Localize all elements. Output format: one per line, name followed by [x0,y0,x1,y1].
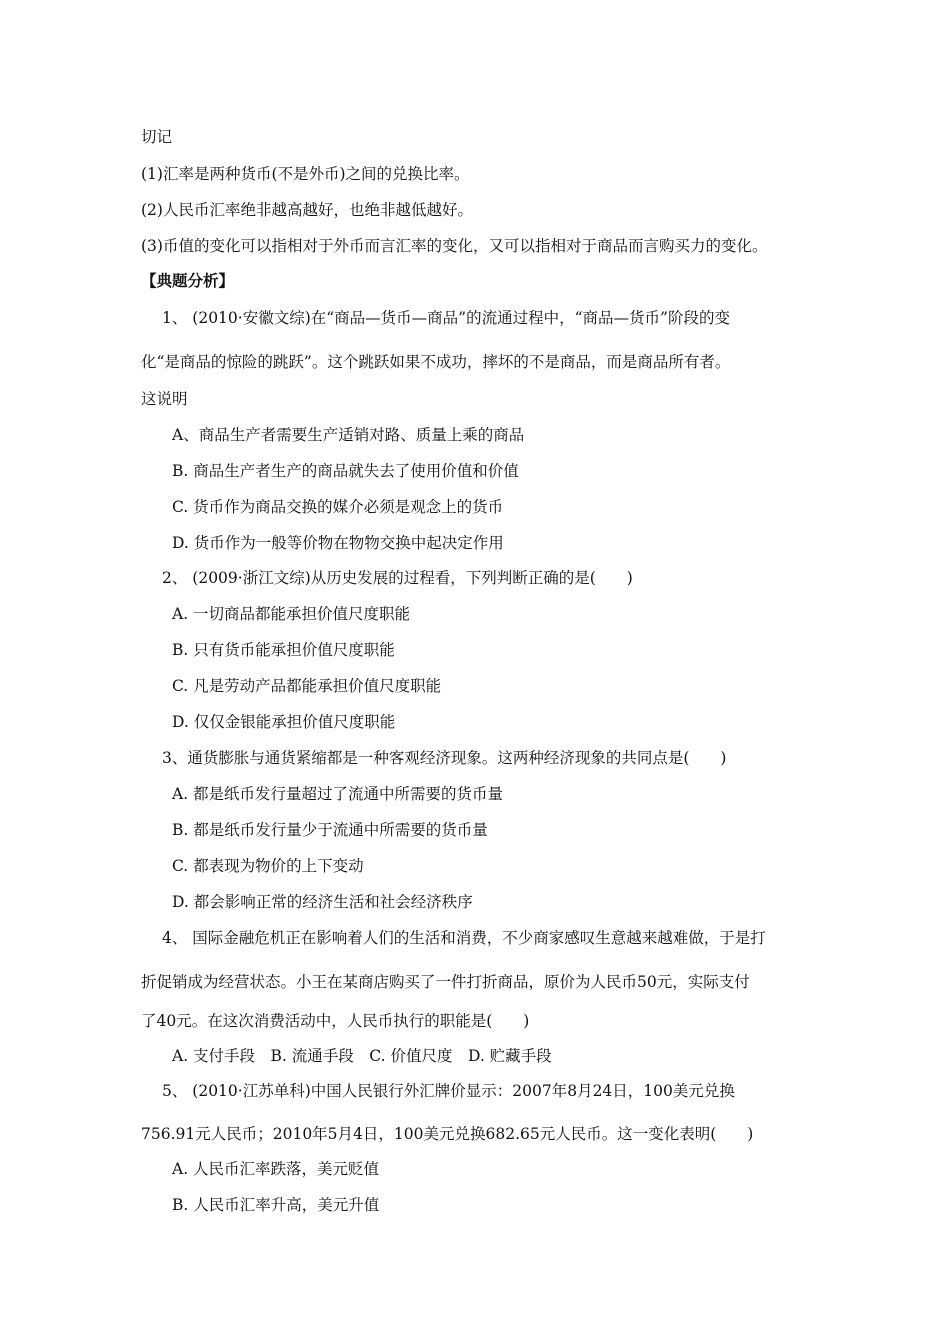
question-1-stem-line: 化“是商品的惊险的跳跃”。这个跳跃如果不成功，摔坏的不是商品，而是商品所有者。 [141,353,731,371]
question-4-stem-line: 了40元。在这次消费活动中，人民币执行的职能是( ) [141,1012,530,1030]
question-2-option-c: C. 凡是劳动产品都能承担价值尺度职能 [172,677,442,695]
remember-point: (2)人民币汇率绝非越高越好，也绝非越低越好。 [141,201,473,219]
question-1-option-c: C. 货币作为商品交换的媒介必须是观念上的货币 [172,498,504,516]
question-1-stem-line: 这说明 [141,390,188,408]
question-3-option-b: B. 都是纸币发行量少于流通中所需要的货币量 [172,821,488,839]
question-2-option-a: A. 一切商品都能承担价值尺度职能 [172,605,411,623]
section-title: 【典题分析】 [141,271,235,290]
remember-title: 切记 [141,128,173,146]
question-5-option-b: B. 人民币汇率升高，美元升值 [172,1196,380,1214]
question-3-option-c: C. 都表现为物价的上下变动 [172,857,364,875]
question-1-option-d: D. 货币作为一般等价物在物物交换中起决定作用 [172,534,504,552]
question-3-stem: 3、通货膨胀与通货紧缩都是一种客观经济现象。这两种经济现象的共同点是( ) [162,749,727,767]
question-2-option-d: D. 仅仅金银能承担价值尺度职能 [172,713,396,731]
question-5-stem-line: 756.91元人民币；2010年5月4日，100美元兑换682.65元人民币。这一变化表明( ) [141,1125,754,1143]
question-3-option-d: D. 都会影响正常的经济生活和社会经济秩序 [172,893,473,911]
question-4-stem-line: 折促销成为经营状态。小王在某商店购买了一件打折商品，原价为人民币50元，实际支付 [141,973,750,991]
question-2-option-b: B. 只有货币能承担价值尺度职能 [172,641,395,659]
question-5-option-a: A. 人民币汇率跌落，美元贬值 [172,1160,380,1178]
question-2-stem: 2、 (2009·浙江文综)从历史发展的过程看，下列判断正确的是( ) [162,569,633,587]
question-4-options: A. 支付手段 B. 流通手段 C. 价值尺度 D. 贮藏手段 [172,1047,552,1065]
question-3-option-a: A. 都是纸币发行量超过了流通中所需要的货币量 [172,785,504,803]
question-1-stem-line: 1、 (2010·安徽文综)在“商品—货币—商品”的流通过程中，“商品—货币”阶段的变 [162,309,730,327]
remember-point: (1)汇率是两种货币(不是外币)之间的兑换比率。 [141,165,470,183]
question-1-option-b: B. 商品生产者生产的商品就失去了使用价值和价值 [172,462,519,480]
remember-point: (3)币值的变化可以指相对于外币而言汇率的变化，又可以指相对于商品而言购买力的变化。 [141,237,768,255]
question-1-option-a: A、商品生产者需要生产适销对路、质量上乘的商品 [172,426,525,444]
question-4-stem-line: 4、 国际金融危机正在影响着人们的生活和消费，不少商家感叹生意越来越难做，于是打 [162,929,766,947]
question-5-stem-line: 5、 (2010·江苏单科)中国人民银行外汇牌价显示：2007年8月24日，100美元兑换 [162,1082,735,1100]
